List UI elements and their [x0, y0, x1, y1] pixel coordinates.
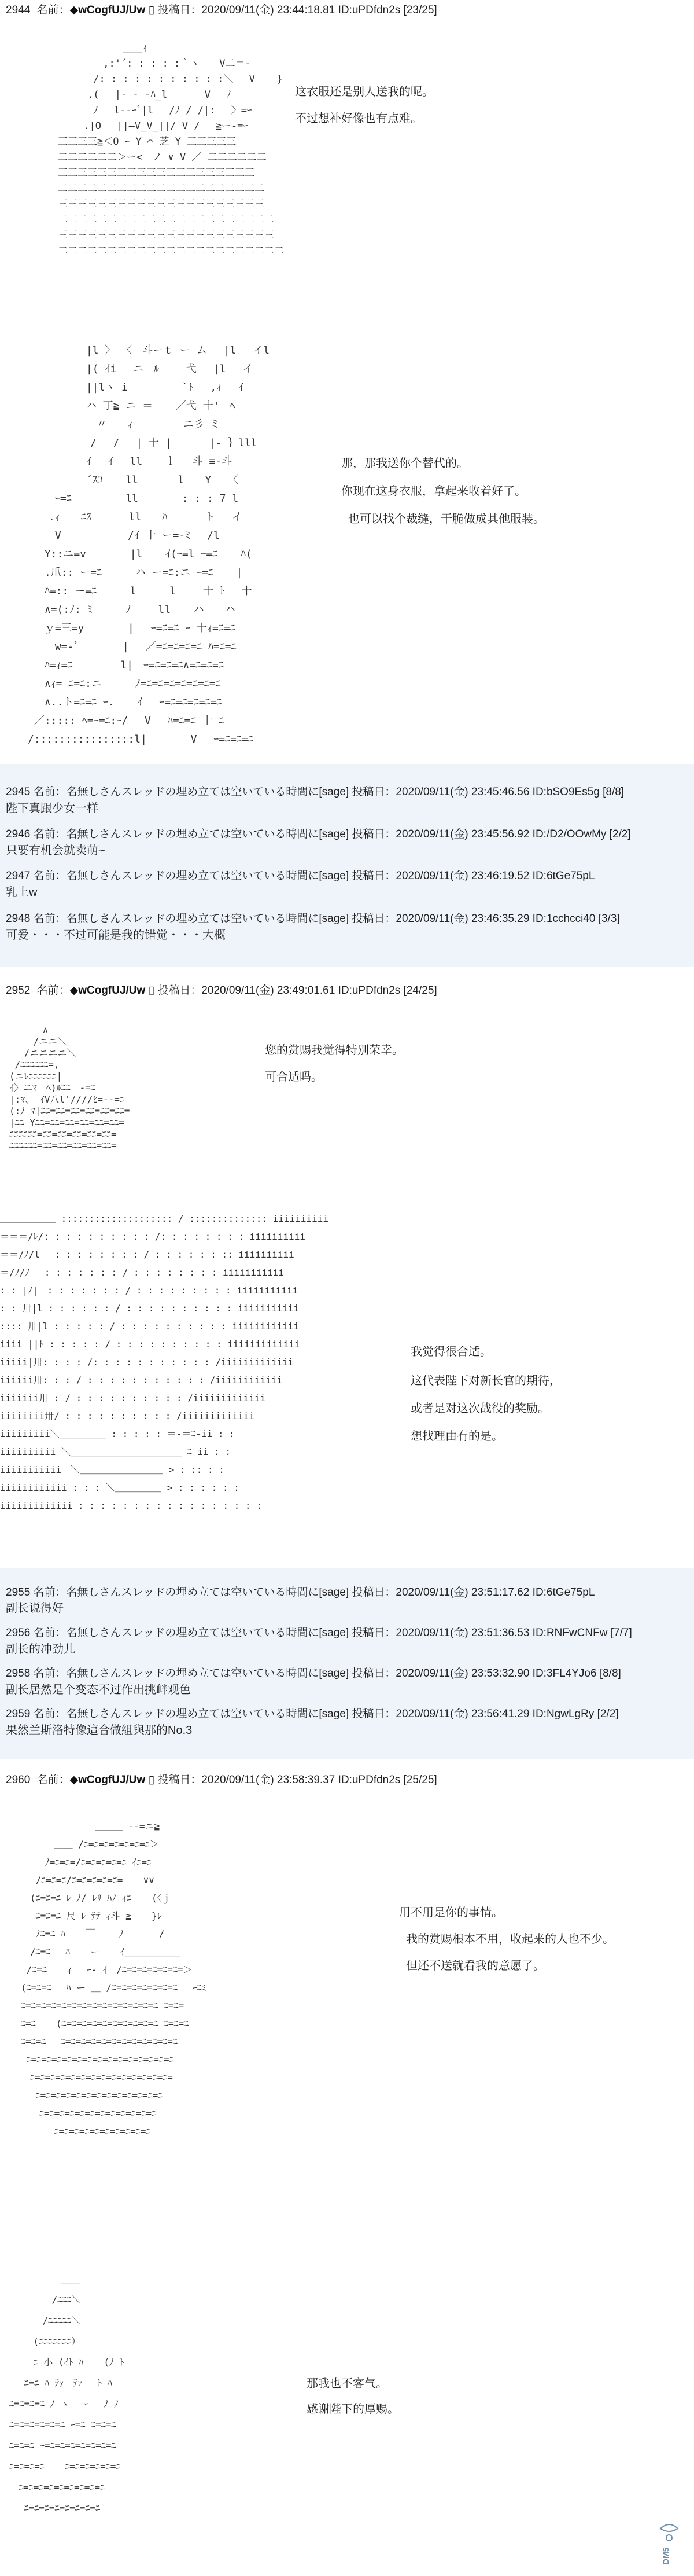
ascii-art-text: ＿＿ /ﾆﾆﾆ＼ /ﾆﾆﾆﾆﾆ＼ (ﾆﾆﾆﾆﾆﾆﾆ） ﾆ 小 (ｲﾄ ﾊ (ﾉ ﾄ ﾆ=ﾆ ﾊ ﾃｧ ﾃｧ ﾄ ﾊ ﾆ=ﾆ=ﾆ=ﾆ ﾉ ヽ ｰ ﾉ ﾉ ﾆ=ﾆ=ﾆ=ﾆ=ﾆ=ﾆ ｰ=ﾆ ﾆ=ﾆ=ﾆ ﾆ=ﾆ=ﾆ ｰ=ﾆ=ﾆ=ﾆ=ﾆ=ﾆ=ﾆ=ﾆ ﾆ=ﾆ=ﾆ=ﾆ ﾆ=ﾆ=ﾆ=ﾆ=ﾆ=ﾆ ﾆ=ﾆ=ﾆ=ﾆ=ﾆ=ﾆ=ﾆ=ﾆ=ﾆ ﾆ=ﾆ=ﾆ=ﾆ=ﾆ=ﾆ=ﾆ=ﾆ [9, 2273, 124, 2513]
reply-header: 2945 名前：名無しさんスレッドの埋め立ては空いている時間に[sage] 投稿日：2020/09/11(金) 23:45:46.56 ID:bSO9Es5g [8/8] [6, 786, 625, 798]
dialog-line: 或者是对这次战役的奖励。 [411, 1402, 549, 1415]
dialog-block [341, 455, 545, 528]
dialog-line: 感谢陛下的厚赐。 [307, 2403, 399, 2416]
reply-body: 果然兰斯洛特像這合做組與那的No.3 [6, 1724, 193, 1737]
ascii-art-text: ＿＿ｨ ,:'´: : : : :｀ヽ V二＝- /: : : : : : : : : : :＼ V } .( |‐ ‐ ‐ﾊ_l V ﾉ ﾉ l-‐ｰﾞ|l /ﾉ / /|: 〉=ｰ .|O ||―V_V_||/ V / ≧ー-=ｰ 三三三三≧＜O ｰ Y ⌒ 芝 Y 三三三三三 二二二二二二＞ー< ノ ∨ V ／ 二二二二二二 三三三三三三三三三三三三三三三三三三三三 二二二二二二二二二二二二二二二二二二二二二 三三三三三三三三三三三三三三三三三三三三三 二二二二二二二二二二二二二二二二二二二二二二 三三三三三三三三三三三三三三三三三三三三三三 二二二二二二二二二二二二二二二二二二二二二二二 [58, 42, 284, 257]
dialog-line: 你现在这身衣服，拿起来收着好了。 [341, 485, 526, 498]
reply-header: 2955 名前：名無しさんスレッドの埋め立ては空いている時間に[sage] 投稿日：2020/09/11(金) 23:51:17.62 ID:6tGe75pL [6, 1586, 595, 1598]
dialog-line: 我的赏赐根本不用，收起来的人也不少。 [406, 1933, 614, 1946]
reply-body: 副长居然是个变态不过作出挑衅观色 [6, 1684, 191, 1696]
post-name-label: 名前： [36, 1774, 70, 1786]
ascii-art-text: ＿＿＿ --=ニ≧ ＿＿ /ﾆ=ﾆ=ﾆ=ﾆ=ﾆ=ﾆ=ﾆ＞ ﾉ=ﾆ=ﾆ=/ﾆ=ﾆ=ﾆ=ﾆ=ﾆ ｲﾆ=ﾆ /ﾆ=ﾆ=ﾆ/ﾆ=ﾆ=ﾆ=ﾆ=ﾆ= ∨∨ (ﾆ=ﾆ=ﾆ ﾚ ﾉ/ ﾚﾘ ﾊﾉ ｨﾆ (〈ｊ ﾆ=ﾆ=ﾆ 尺 ﾚ ﾃﾃ ｨ斗 ≧ }ﾚ ﾉﾆ=ﾆ ﾊ ￣ ﾉ / /ﾆ=ﾆ ﾊ ー ｲ＿＿＿＿＿＿ /ﾆ=ﾆ ｨ ｰ- ｲ /ﾆ=ﾆ=ﾆ=ﾆ=ﾆ=ﾆ=＞ (ﾆ=ﾆ=ﾆ ﾊ ー ＿ /ﾆ=ﾆ=ﾆ=ﾆ=ﾆ=ﾆ=ﾆ ｰﾆﾐ ﾆ=ﾆ=ﾆ=ﾆ=ﾆ=ﾆ=ﾆ=ﾆ=ﾆ=ﾆ=ﾆ=ﾆ=ﾆ=ﾆ ﾆ=ﾆ= ﾆ=ﾆ (ﾆ=ﾆ=ﾆ=ﾆ=ﾆ=ﾆ=ﾆ=ﾆ=ﾆ=ﾆ ﾆ=ﾆ=ﾆ ﾆ=ﾆ=ﾆ ﾆ=ﾆ=ﾆ=ﾆ=ﾆ=ﾆ=ﾆ=ﾆ=ﾆ=ﾆ=ﾆ=ﾆ ﾆ=ﾆ=ﾆ=ﾆ=ﾆ=ﾆ=ﾆ=ﾆ=ﾆ=ﾆ=ﾆ=ﾆ=ﾆ=ﾆ=ﾆ ﾆ=ﾆ=ﾆ=ﾆ=ﾆ=ﾆ=ﾆ=ﾆ=ﾆ=ﾆ=ﾆ=ﾆ=ﾆ=ﾆ= ﾆ=ﾆ=ﾆ=ﾆ=ﾆ=ﾆ=ﾆ=ﾆ=ﾆ=ﾆ=ﾆ=ﾆ=ﾆ ﾆ=ﾆ=ﾆ=ﾆ=ﾆ=ﾆ=ﾆ=ﾆ=ﾆ=ﾆ=ﾆ=ﾆ ﾆ=ﾆ=ﾆ=ﾆ=ﾆ=ﾆ=ﾆ=ﾆ=ﾆ=ﾆ [21, 1821, 206, 2137]
post-header-2944 [6, 3, 437, 17]
reply-body: 副长说得好 [6, 1602, 64, 1615]
dialog-line: 不过想补好像也有点难。 [295, 112, 422, 125]
dialog-line: 那，那我送你个替代的。 [341, 457, 468, 470]
reply-header: 2947 名前：名無しさんスレッドの埋め立ては空いている時間に[sage] 投稿日：2020/09/11(金) 23:46:19.52 ID:6tGe75pL [6, 870, 595, 882]
dialog-block [411, 1344, 561, 1445]
ascii-art-text: ∧ /ニニ＼ /ニニニニ＼ /ﾆﾆﾆﾆﾆﾆ=, (ニﾚﾆﾆﾆﾆﾆﾆ| ｲ〉ニﾏ ﾍ)ﾙﾆﾆ -=ﾆ |:ﾏ、 ｲV八l'////ﾋ=-‐=ﾆ (:ﾉ ﾏ|ﾆﾆ=ﾆﾆ=ﾆﾆ=ﾆﾆ=ﾆﾆ=ﾆﾆ= |ﾆﾆ Yﾆﾆ=ﾆﾆ=ﾆﾆ=ﾆﾆ=ﾆﾆ=ﾆﾆ= ﾆﾆﾆﾆﾆﾆ=ﾆﾆ=ﾆﾆ=ﾆﾆ=ﾆﾆ=ﾆﾆ= ﾆﾆﾆﾆﾆﾆ=ﾆﾆ=ﾆﾆ=ﾆﾆ=ﾆﾆ=ﾆﾆ= [9, 1024, 130, 1151]
dialog-line: 但还不送就看我的意愿了。 [406, 1960, 545, 1972]
dialog-line: 想找理由有的是。 [411, 1430, 503, 1443]
reply-header: 2958 名前：名無しさんスレッドの埋め立ては空いている時間に[sage] 投稿日：2020/09/11(金) 23:53:32.90 ID:3FL4YJo6 [8/8] [6, 1667, 621, 1680]
reply-body: 副长的冲劲儿 [6, 1643, 75, 1656]
ascii-art-figure [0, 1024, 249, 1157]
ascii-art-figure [0, 1210, 376, 1534]
post-number: 2960 [6, 1774, 31, 1786]
post-header-2952 [6, 984, 437, 998]
dialog-line: 这代表陛下对新长官的期待， [411, 1375, 561, 1387]
reply-header: 2946 名前：名無しさんスレッドの埋め立ては空いている時間に[sage] 投稿日：2020/09/11(金) 23:45:56.92 ID:/D2/OOwMy [2/2] [6, 828, 631, 840]
post-trip: ◆wCogfUJ/Uw [69, 1774, 146, 1786]
post-name-label: 名前： [36, 4, 70, 16]
ascii-art-figure [0, 2269, 301, 2541]
post-meta: ▯ 投稿日：2020/09/11(金) 23:44:18.81 ID:uPDfdn2s [23/25] [148, 4, 437, 16]
post-header-2960 [6, 1773, 437, 1787]
ascii-art-figure [12, 1817, 416, 2153]
dialog-line: 那我也不客气。 [307, 2377, 387, 2390]
ascii-art-figure [58, 41, 509, 307]
dialog-line: 这衣服还是别人送我的呢。 [295, 86, 434, 98]
post-number: 2944 [6, 4, 31, 16]
dialog-block [399, 1905, 614, 1974]
dialog-block [295, 84, 434, 126]
post-trip: ◆wCogfUJ/Uw [69, 984, 146, 997]
ascii-art-figure [17, 341, 665, 758]
dialog-line: 也可以找个裁缝，干脆做成其他服装。 [348, 513, 545, 526]
reply-body: 乳上w [6, 886, 38, 899]
post-number: 2952 [6, 984, 31, 997]
reply-header: 2959 名前：名無しさんスレッドの埋め立ては空いている時間に[sage] 投稿日：2020/09/11(金) 23:56:41.29 ID:NgwLgRy [2/2] [6, 1708, 619, 1720]
reply-body: 只要有机会就卖萌~ [6, 844, 105, 857]
ascii-art-text: |l 〉 〈 斗ーｔ ー ム |l イl |( ｲi ニ ﾙ 弋 |l イ ||lヽ i `ﾄ ,ｨ ｲ ハ 丁≧ ニ ＝ ／弋 十' ﾍ 〃 ｨ ニ彡 ミ / / | 十 | |- ｝lll ｲ ｲ ll ｌ 斗 ≡-斗 ´ｽｺ ll l Y 〈 ｰ=ﾆ ll : : : 7 l .ｨ ﾆｽ ll ﾊ ト イ V /ｲ 十 ー=-ﾐ /l Y::ニ=v |l ｲ(ｰ=l ｰ=ﾆ ﾊ( .爪:: ー=ﾆ ハ ー=ﾆ:ニ ｰ=ﾆ | ﾊ=:: ー=ﾆ l l 十 ﾄ 十 ∧=(:ﾉ: ﾐ ﾉ ll ハ ハ ｙ=三=y | ｰ=ﾆ=ﾆ ｰ 十ｨ=ﾆ=ﾆ w=-ﾞ | ／=ﾆ=ﾆ=ﾆ=ﾆ ﾊ=ﾆ=ﾆ ﾊ=ｨ=ﾆ l| ｰ=ﾆ=ﾆ=ﾆ∧=ﾆ=ﾆ=ﾆ ∧ｨ= ﾆ=ﾆ:ニ ﾉ=ﾆ=ﾆ=ﾆ=ﾆ=ﾆ=ﾆ=ﾆ ∧..ト=ﾆ=ﾆ ｰ. ｲ ｰ=ﾆ=ﾆ=ﾆ=ﾆ=ﾆ ／::::: ﾍ=ｰ=ﾆ:ｰ/ V ﾊ=ﾆ=ﾆ 十 ﾆ /::::::::::::::::l| V ｰ=ﾆ=ﾆ=ﾆ [27, 344, 270, 745]
dialog-line: 我觉得很合适。 [411, 1346, 492, 1358]
watermark-text: DM5 [661, 2547, 670, 2564]
site-watermark-logo [649, 2518, 689, 2570]
watermark-icon [649, 2518, 689, 2570]
post-meta: ▯ 投稿日：2020/09/11(金) 23:49:01.61 ID:uPDfdn2s [24/25] [148, 984, 437, 997]
dialog-line: 用不用是你的事情。 [399, 1906, 503, 1919]
post-name-label: 名前： [36, 984, 70, 997]
reply-header: 2948 名前：名無しさんスレッドの埋め立ては空いている時間に[sage] 投稿日：2020/09/11(金) 23:46:35.29 ID:1cchcci40 [3/3] [6, 913, 620, 925]
post-trip: ◆wCogfUJ/Uw [69, 4, 146, 16]
ascii-art-text: ＿＿＿＿＿＿ :::::::::::::::::::: / :::::::::::::: iiiiiiiiii ＝＝＝/ﾚ/: : : : : : : : : : /: : : : : : : : iiiiiiiiii ＝＝/ﾉ/l : : : : : : : : / : : : : : : :: iiiiiiiiii ＝/ﾉ/ﾉ : : : : : : : / : : : : : : : : iiiiiiiiiii : : |ﾉ| : : : : : : : / : : : : : : : : : iiiiiiiiiii : : 卅|l : : : : : : / : : : : : : : : : : iiiiiiiiiii :::: 卅|l : : : : : / : : : : : : : : : : iiiiiiiiiiii iiii ||ﾄ : : : : : / : : : : : : : : : : iiiiiiiiiiiii iiiii|卅: : : : /: : : : : : : : : : : /iiiiiiiiiiiii iiiiii卅: : : / : : : : : : : : : : : /iiiiiiiiiiii iiiiiii卅 : / : : : : : : : : : : /iiiiiiiiiiiii iiiiiiii卅/ : : : : : : : : : : /iiiiiiiiiiiii iiiiiiiii＼＿＿＿＿＿ : : : : : ＝-＝ﾆ-ii : : iiiiiiiiii ＼＿＿＿＿＿＿＿＿＿＿＿＿ ﾆ ii : : iiiiiiiiiii ＼＿＿＿＿＿＿＿＿＿ > : :: : : iiiiiiiiiiii : : : ＼＿＿＿＿＿ > : : : : : : iiiiiiiiiiiii : : : : : : : : : : : : : : : : : [0, 1213, 329, 1511]
post-meta: ▯ 投稿日：2020/09/11(金) 23:58:39.37 ID:uPDfdn2s [25/25] [148, 1774, 437, 1786]
dialog-block [307, 2376, 399, 2417]
reply-header: 2956 名前：名無しさんスレッドの埋め立ては空いている時間に[sage] 投稿日：2020/09/11(金) 23:51:36.53 ID:RNFwCNFw [7/7] [6, 1627, 632, 1639]
reply-body: 陛下真跟少女一样 [6, 802, 98, 815]
dialog-block [265, 1043, 404, 1085]
dialog-line: 可合适吗。 [265, 1071, 323, 1083]
reply-body: 可爱・・・不过可能是我的错觉・・・大概 [6, 929, 226, 942]
dialog-line: 您的赏赐我觉得特别荣幸。 [265, 1044, 404, 1057]
